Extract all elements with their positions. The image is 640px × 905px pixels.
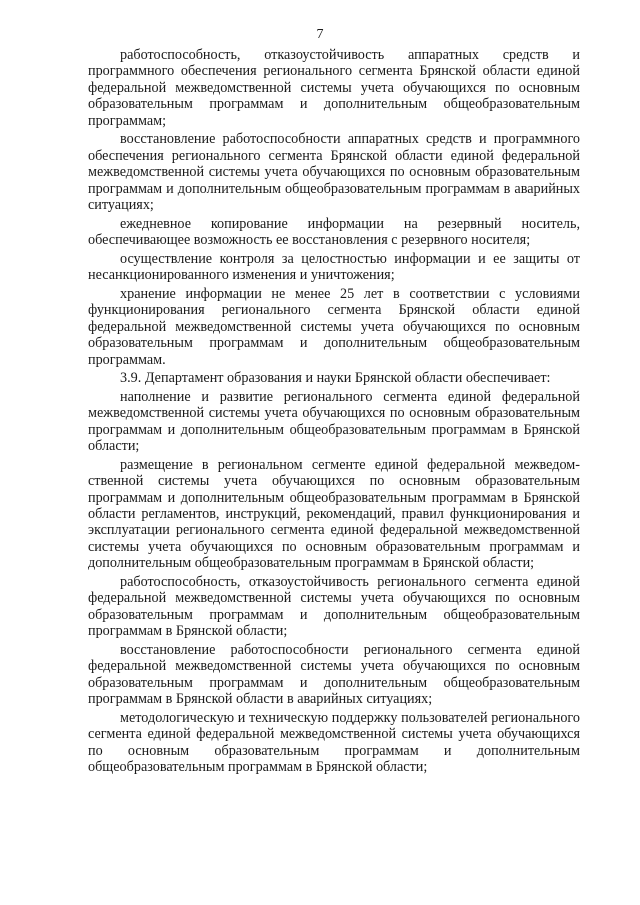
paragraph-fault-tolerance: работоспособность, отказоустойчивость аппаратных средств и программного обеспечения регионального сегмента Брянской области единой федеральной межведомственной системы учета обучающихся по основным образовательным программам и дополнительным общеобразовательным программам;: [88, 47, 580, 129]
paragraph-storage-25-years: хранение информации не менее 25 лет в соответствии с условиями функционирования регионального сегмента Брянской области единой федеральной межведомственной системы учета обучающихся по основным образовательным программам и дополнительным общеобразовательным программам.: [88, 285, 580, 368]
paragraph-segment-recovery: восстановление работоспособности регионального сегмента единой федеральной межведомственной системы учета обучающихся по основным образовательным программам и дополнительным общеобразовательным программам в Брянской области в аварийных ситуациях;: [88, 641, 580, 708]
paragraph-integrity-control: осуществление контроля за целостностью информации и ее защиты от несанкционированного изменения и уничтожения;: [88, 250, 580, 284]
document-body: [88, 47, 580, 778]
paragraph-filling-development: наполнение и развитие регионального сегмента единой федеральной межведомственной системы учета обучающихся по основным образовательным программам и дополнительным общеобразовательным программам в Брянской области;: [88, 388, 580, 455]
page-number: 7: [316, 27, 324, 42]
paragraph-daily-backup: ежедневное копирование информации на резервный носитель, обеспечивающее возможность ее восстановления с резервного носителя;: [88, 215, 580, 249]
paragraph-recovery-hardware: восстановление работоспособности аппаратных средств и программного обеспечения регионального сегмента Брянской области единой федеральной межведомственной системы учета обучающихся по основным образовательным программам и дополнительным общеобразовательным программам в аварийных ситуациях;: [88, 131, 580, 213]
paragraph-user-support: методологическую и техническую поддержку пользователей регионального сегмента единой федеральной межведомственной системы учета обучающихся по основным образовательным программам и дополнительным общеобразовательным программам в Брянской области;: [88, 709, 580, 776]
paragraph-section-3-9-heading: 3.9. Департамент образования и науки Брянской области обеспечивает:: [120, 370, 551, 387]
paragraph-segment-fault-tolerance: работоспособность, отказоустойчивость регионального сегмента единой федеральной межведомственной системы учета обучающихся по основным образовательным программам и дополнительным общеобразовательным программам в Брянской области;: [88, 573, 580, 640]
paragraph-regulations-placement: размещение в региональном сегменте единой федеральной межведомственной системы учета обучающихся по основным образовательным программам и дополнительным общеобразовательным программам в Брянской области регламентов, инструкций, рекомендаций, правил функционирования и эксплуатации регионального сегмента единой федеральной межведомственной системы учета обучающихся по основным образовательным программам и дополнительным общеобразовательным программам в Брянской области;: [88, 456, 580, 572]
